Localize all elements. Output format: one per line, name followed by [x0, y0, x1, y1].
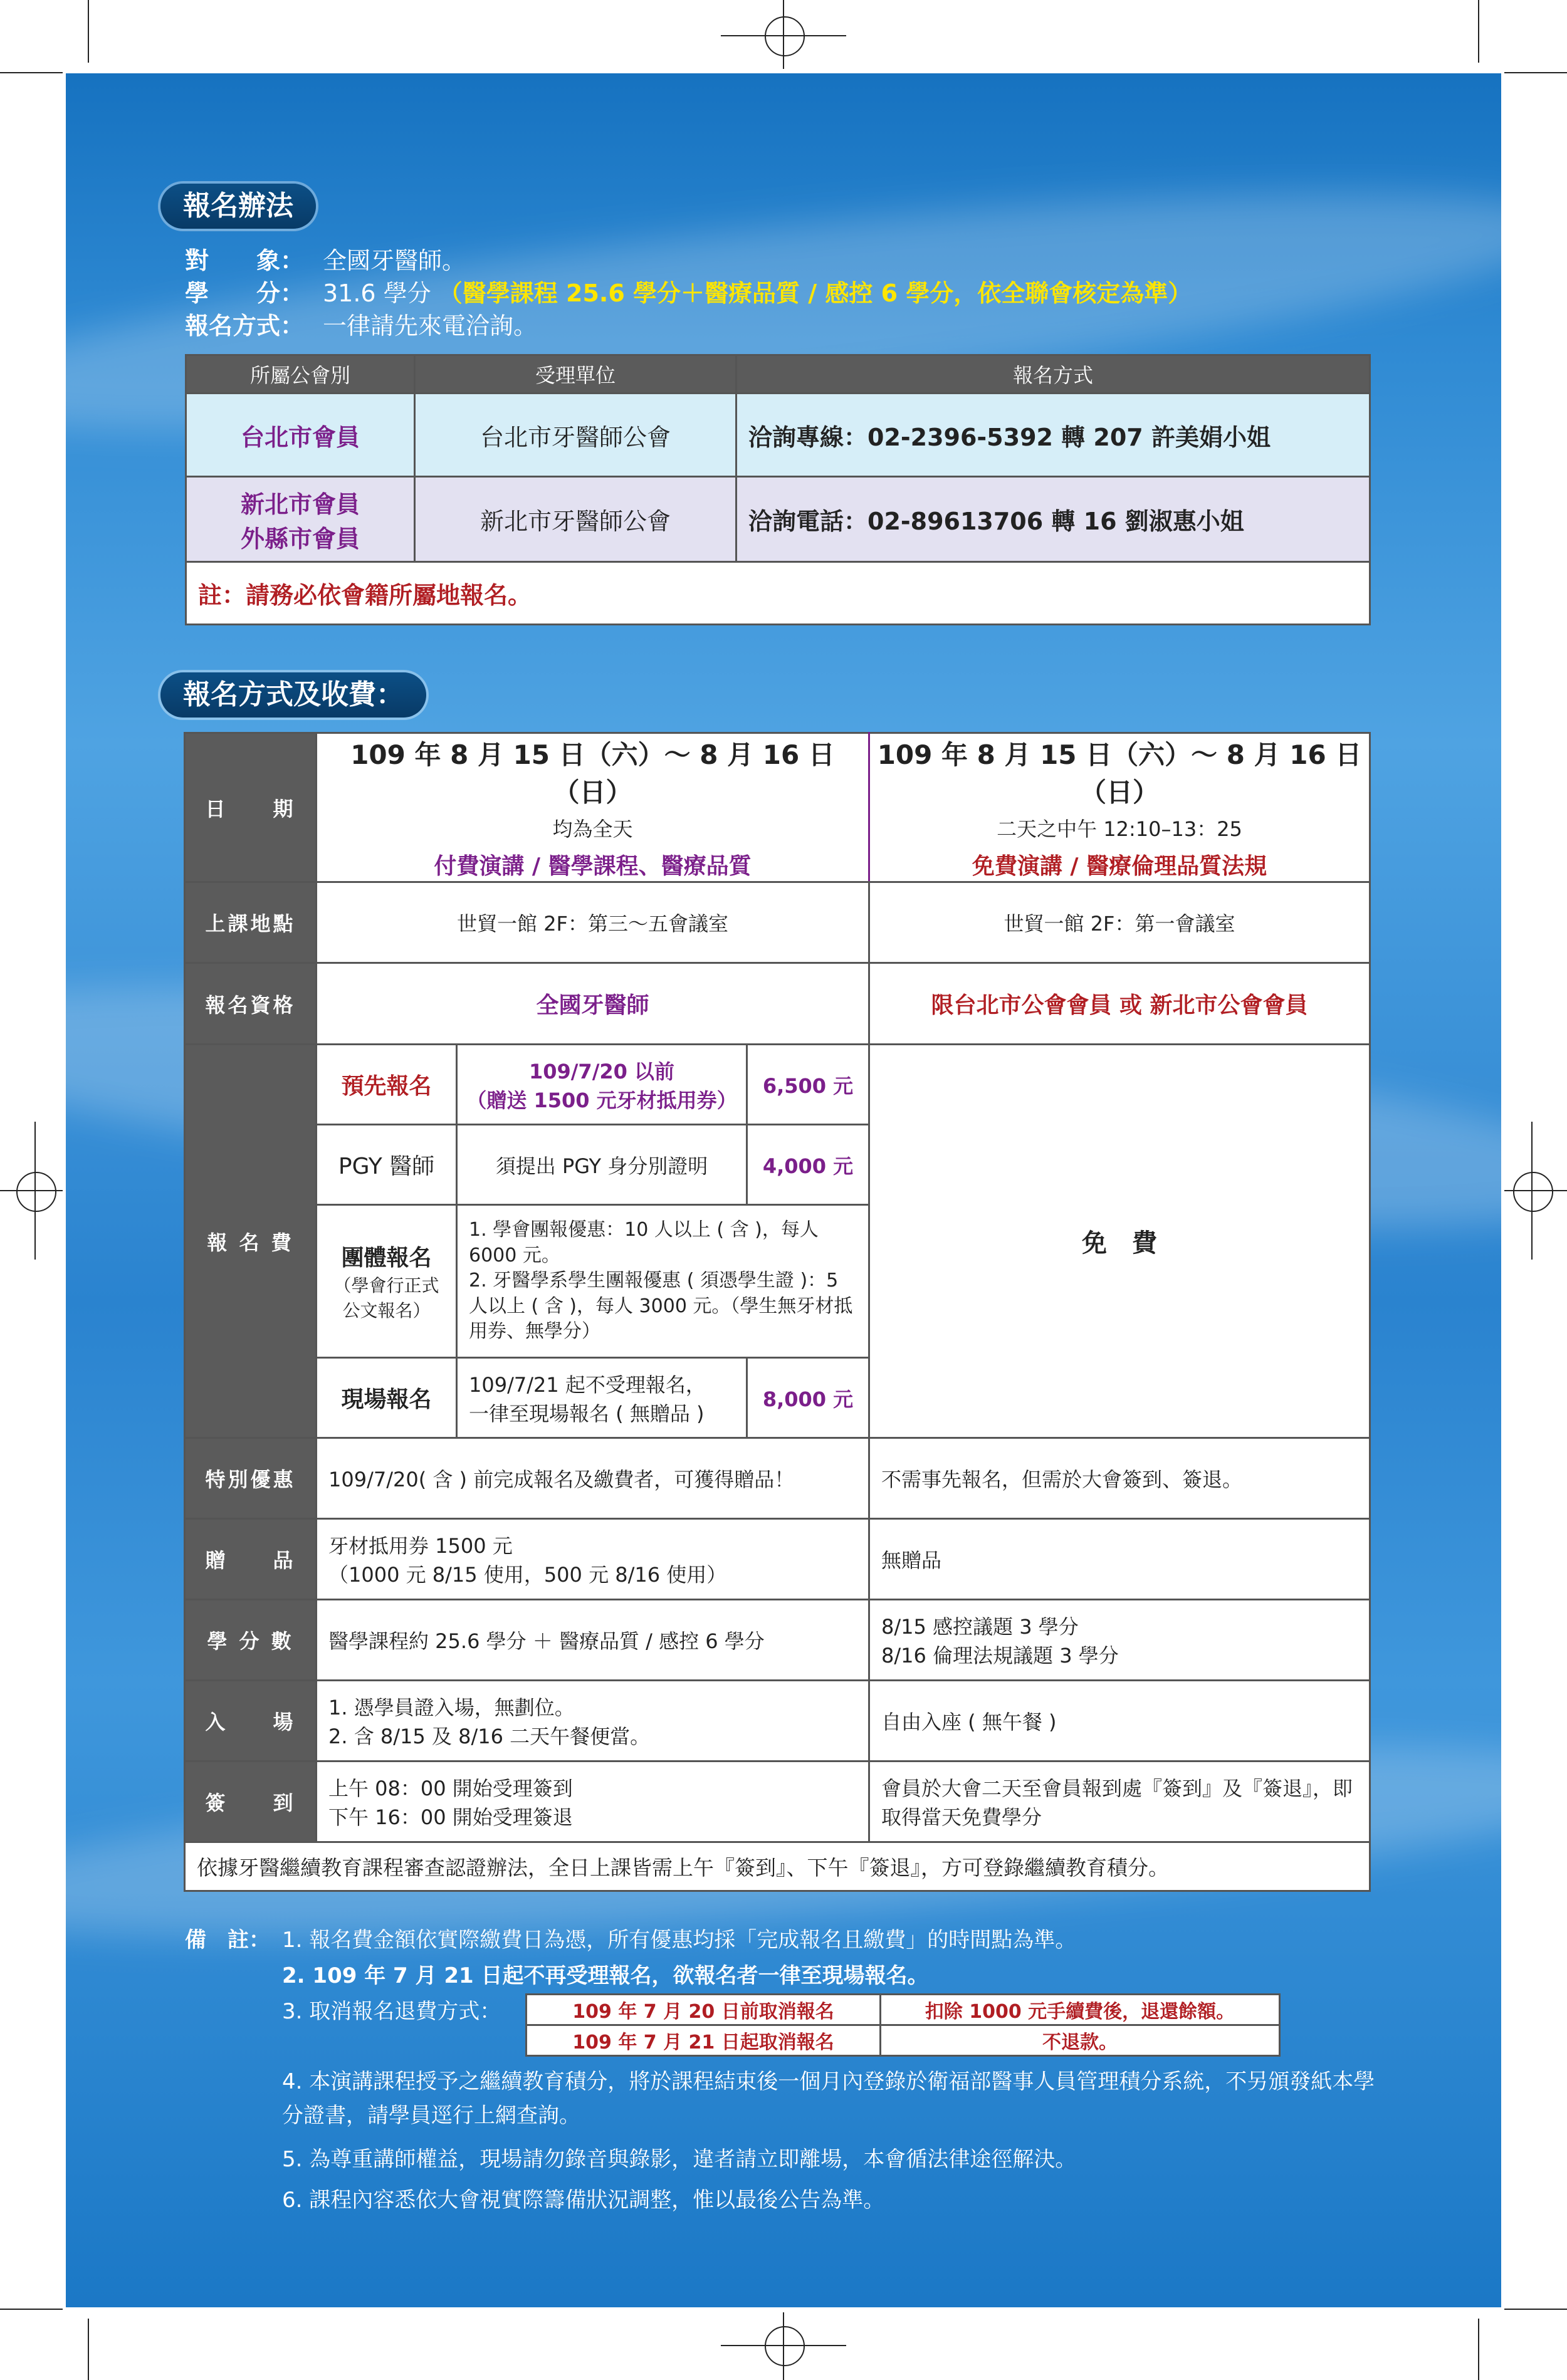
row-paid: 醫學課程約 25.6 學分 ＋ 醫療品質 / 感控 6 學分 [317, 1600, 869, 1681]
unit-cell: 新北市牙醫師公會 [415, 477, 736, 562]
row-label: 贈 品 [185, 1519, 317, 1600]
fees-table [184, 732, 1371, 1892]
row-free: 不需事先報名，但需於大會簽到、簽退。 [869, 1438, 1370, 1519]
fee-price: 8,000 元 [747, 1358, 869, 1438]
free-sub: 二天之中午 12:10–13：25 [997, 817, 1242, 841]
eligibility-free: 限台北市公會會員 或 新北市公會會員 [869, 963, 1370, 1045]
fee-name: PGY 醫師 [317, 1125, 457, 1205]
fee-sub: （學會行正式公文報名） [333, 1275, 439, 1321]
fee-name: 團體報名 [341, 1245, 432, 1271]
venue-free: 世貿一館 2F：第一會議室 [869, 882, 1370, 963]
col-header-unit: 受理單位 [415, 355, 736, 394]
row-label: 入 場 [185, 1681, 317, 1762]
paid-type: 付費演講 / 醫學課程、醫療品質 [434, 853, 752, 879]
fee-cond: 109/7/21 起不受理報名， 一律至現場報名 ( 無贈品 ) [457, 1358, 747, 1438]
group-cell: 新北市會員 外縣市會員 [186, 477, 415, 562]
info-target: 對 象： 全國牙醫師。 [185, 247, 466, 274]
row-free: 8/15 感控議題 3 學分 8/16 倫理法規議題 3 學分 [869, 1600, 1370, 1681]
col-header-group: 所屬公會別 [186, 355, 415, 394]
fee-price: 6,500 元 [747, 1045, 869, 1125]
refund-when: 109 年 7 月 21 日起取消報名 [527, 2025, 881, 2056]
paid-date-cell [317, 733, 869, 882]
remarks-label: 備 註： [185, 1928, 270, 1953]
row-free: 會員於大會二天至會員報到處『簽到』及『簽退』，即取得當天免費學分 [869, 1762, 1370, 1842]
refund-rule: 扣除 1000 元手續費後，退還餘額。 [881, 1995, 1280, 2025]
remark-2: 2. 109 年 7 月 21 日起不再受理報名，欲報名者一律至現場報名。 [282, 1963, 929, 1988]
row-label: 簽 到 [185, 1762, 317, 1842]
remark-6: 6. 課程內容悉依大會視實際籌備狀況調整，惟以最後公告為準。 [282, 2188, 885, 2213]
info-method: 報名方式： 一律請先來電洽詢。 [185, 312, 538, 340]
contact-table [185, 354, 1371, 625]
fee-cond: 109/7/20 以前 （贈送 1500 元牙材抵用券） [457, 1045, 747, 1125]
fee-price: 4,000 元 [747, 1125, 869, 1205]
unit-cell: 台北市牙醫師公會 [415, 394, 736, 477]
section-registration-header: 報名辦法 [160, 184, 316, 229]
free-type: 免費演講 / 醫療倫理品質法規 [972, 853, 1267, 879]
contact-cell: 洽詢專線：02-2396-5392 轉 207 許美娟小姐 [736, 394, 1370, 477]
venue-label: 上課地點 [185, 882, 317, 963]
row-paid: 1. 憑學員證入場，無劃位。 2. 含 8/15 及 8/16 二天午餐便當。 [317, 1681, 869, 1762]
row-label: 學 分 數 [185, 1600, 317, 1681]
row-paid: 上午 08：00 開始受理簽到 下午 16：00 開始受理簽退 [317, 1762, 869, 1842]
remark-4: 4. 本演講課程授予之繼續教育積分，將於課程結束後一個月內登錄於衛福部醫事人員管理積分系統，不另頒發紙本學分證書，請學員逕行上網查詢。 [282, 2069, 1375, 2129]
group-cell: 台北市會員 [186, 394, 415, 477]
free-date: 109 年 8 月 15 日（六）～ 8 月 16 日（日） [877, 739, 1362, 808]
date-label: 日 期 [185, 733, 317, 882]
refund-when: 109 年 7 月 20 日前取消報名 [527, 1995, 881, 2025]
refund-table [525, 1993, 1281, 2057]
fee-label: 報 名 費 [185, 1045, 317, 1438]
fee-free: 免 費 [869, 1045, 1370, 1438]
refund-rule: 不退款。 [881, 2025, 1280, 2056]
free-date-cell [869, 733, 1370, 882]
fees-footer: 依據牙醫繼續教育課程審查認證辦法，全日上課皆需上午『簽到』、下午『簽退』，方可登錄繼續教育積分。 [185, 1842, 1370, 1891]
section-fees-header: 報名方式及收費： [160, 672, 426, 718]
row-free: 無贈品 [869, 1519, 1370, 1600]
remark-1: 1. 報名費金額依實際繳費日為憑，所有優惠均採「完成報名且繳費」的時間點為準。 [282, 1928, 1077, 1953]
table-note: 註：請務必依會籍所屬地報名。 [186, 562, 1370, 625]
row-label: 特別優惠 [185, 1438, 317, 1519]
row-paid: 109/7/20( 含 ) 前完成報名及繳費者，可獲得贈品！ [317, 1438, 869, 1519]
eligibility-paid: 全國牙醫師 [317, 963, 869, 1045]
paid-date: 109 年 8 月 15 日（六）～ 8 月 16 日（日） [350, 739, 835, 808]
row-paid: 牙材抵用券 1500 元 （1000 元 8/15 使用，500 元 8/16 使用） [317, 1519, 869, 1600]
remark-3: 3. 取消報名退費方式： [282, 1999, 501, 2024]
eligibility-label: 報名資格 [185, 963, 317, 1045]
info-credits: 學 分： 31.6 學分 （醫學課程 25.6 學分＋醫療品質 / 感控 6 學分，依全聯會核定為準） [185, 279, 1192, 307]
fee-group-cell [317, 1205, 457, 1358]
contact-cell: 洽詢電話：02-89613706 轉 16 劉淑惠小姐 [736, 477, 1370, 562]
fee-cond: 須提出 PGY 身分別證明 [457, 1125, 747, 1205]
paid-sub: 均為全天 [552, 817, 633, 841]
fee-name: 現場報名 [317, 1358, 457, 1438]
remark-5: 5. 為尊重講師權益，現場請勿錄音與錄影，違者請立即離場，本會循法律途徑解決。 [282, 2147, 1077, 2172]
venue-paid: 世貿一館 2F：第三～五會議室 [317, 882, 869, 963]
row-free: 自由入座 ( 無午餐 ) [869, 1681, 1370, 1762]
fee-name: 預先報名 [317, 1045, 457, 1125]
col-header-contact: 報名方式 [736, 355, 1370, 394]
fee-cond: 1. 學會團報優惠：10 人以上 ( 含 )，每人 6000 元。 2. 牙醫學系學生團報優惠 ( 須憑學生證 )：5 人以上 ( 含 )，每人 3000 元。（學生無牙材抵用券、無學分） [457, 1205, 869, 1358]
